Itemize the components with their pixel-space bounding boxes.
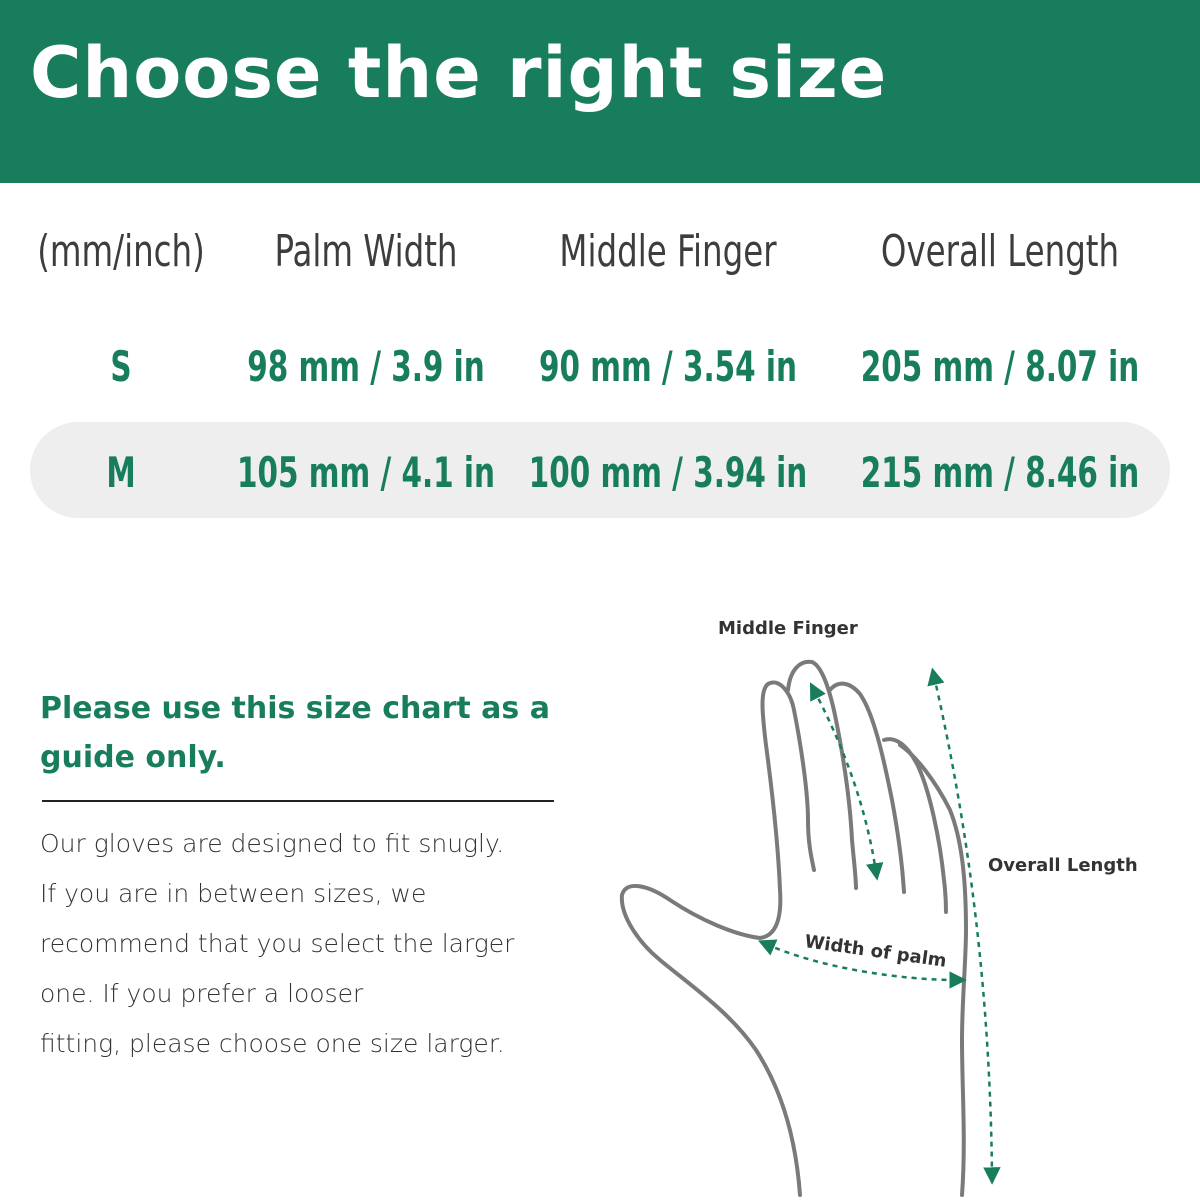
palm-width-label: Width of palm bbox=[803, 931, 948, 972]
header-banner bbox=[0, 0, 1200, 183]
guide-line: Our gloves are designed to fit snugly. bbox=[40, 829, 505, 858]
header-middle-finger: Middle Finger bbox=[559, 226, 777, 277]
hand-measurement-diagram bbox=[600, 590, 1200, 1200]
guide-line: one. If you prefer a looser bbox=[40, 979, 364, 1008]
finger-outline bbox=[794, 710, 814, 870]
header-overall-length: Overall Length bbox=[880, 226, 1120, 277]
divider bbox=[42, 800, 554, 802]
middle-finger-value: 90 mm / 3.54 in bbox=[538, 342, 798, 391]
guide-line: If you are in between sizes, we bbox=[40, 879, 427, 908]
overall-length-label: Overall Length bbox=[988, 855, 1138, 876]
finger-outline bbox=[788, 662, 856, 888]
page-title: Choose the right size bbox=[30, 32, 888, 114]
hand-icon bbox=[622, 662, 966, 1195]
header-units: (mm/inch) bbox=[37, 226, 205, 277]
size-label: M bbox=[106, 448, 136, 497]
overall-length-value: 205 mm / 8.07 in bbox=[860, 342, 1140, 391]
finger-outline bbox=[830, 684, 904, 892]
palm-width-value: 105 mm / 4.1 in bbox=[236, 448, 496, 497]
header-palm-width: Palm Width bbox=[274, 226, 458, 277]
guide-line: fitting, please choose one size larger. bbox=[40, 1029, 505, 1058]
guide-body bbox=[40, 824, 600, 1074]
size-label: S bbox=[110, 342, 132, 391]
hand-outline bbox=[622, 682, 800, 1195]
overall-length-value: 215 mm / 8.46 in bbox=[860, 448, 1140, 497]
guide-line: recommend that you select the larger bbox=[40, 929, 515, 958]
guide-title: Please use this size chart as a guide only. bbox=[40, 691, 550, 775]
middle-finger-value: 100 mm / 3.94 in bbox=[528, 448, 808, 497]
palm-width-value: 98 mm / 3.9 in bbox=[247, 342, 485, 391]
middle-finger-label: Middle Finger bbox=[718, 618, 858, 639]
finger-outline bbox=[884, 739, 946, 912]
